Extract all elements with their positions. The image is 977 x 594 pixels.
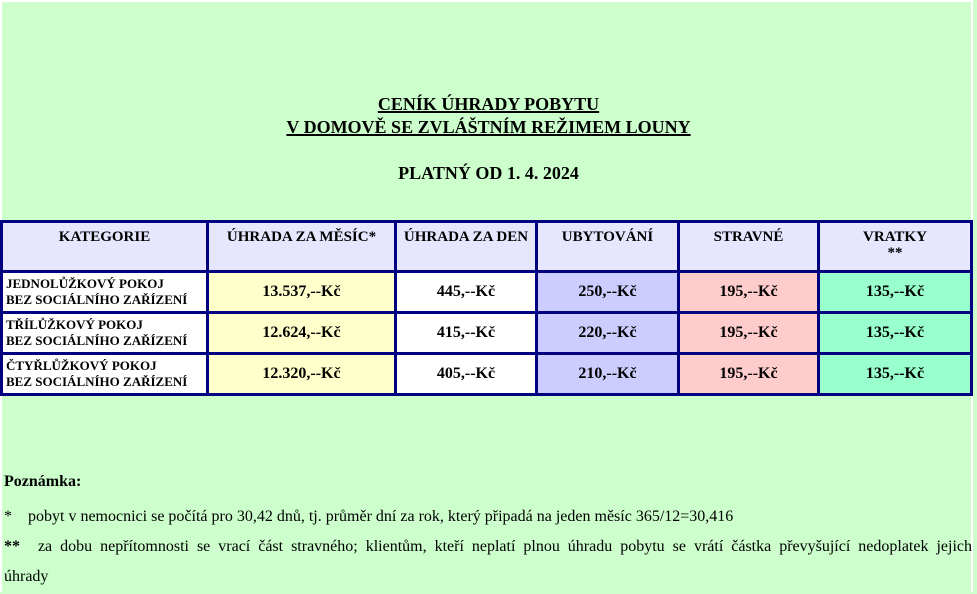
accommodation-cell: 250,--Kč [537, 272, 679, 313]
page-title-line-1: CENÍK ÚHRADY POBYTU [377, 94, 600, 114]
footnote-monthly-text: pobyt v nemocnici se počítá pro 30,42 dnů, tj. průměr dní za rok, který připadá na jeden měsíc 365/12=30,416 [28, 508, 734, 525]
footnote-monthly-mark: * [4, 508, 12, 525]
footnote-refunds [4, 532, 972, 592]
valid-from-date: PLATNÝ OD 1. 4. 2024 [398, 163, 579, 183]
column-header-food: STRAVNÉ [679, 222, 819, 272]
table-row [2, 354, 972, 395]
refund-cell: 135,--Kč [819, 354, 972, 395]
category-cell [2, 272, 208, 313]
page-title-line-2: V DOMOVĚ SE ZVLÁŠTNÍM REŽIMEM LOUNY [286, 117, 691, 137]
category-room-detail: BEZ SOCIÁLNÍHO ZAŘÍZENÍ [6, 333, 188, 348]
accommodation-cell: 210,--Kč [537, 354, 679, 395]
food-cell: 195,--Kč [679, 272, 819, 313]
accommodation-cell: 220,--Kč [537, 313, 679, 354]
column-header-daily-fee: ÚHRADA ZA DEN [396, 222, 537, 272]
food-cell: 195,--Kč [679, 313, 819, 354]
category-room-type: TŘÍLŮŽKOVÝ POKOJ [6, 317, 143, 332]
category-cell [2, 354, 208, 395]
footnote-refunds-mark: ** [4, 538, 20, 555]
column-header-monthly-fee: ÚHRADA ZA MĚSÍC* [208, 222, 396, 272]
monthly-fee-cell: 12.320,--Kč [208, 354, 396, 395]
category-cell [2, 313, 208, 354]
food-cell: 195,--Kč [679, 354, 819, 395]
monthly-fee-cell: 12.624,--Kč [208, 313, 396, 354]
table-row [2, 272, 972, 313]
category-room-detail: BEZ SOCIÁLNÍHO ZAŘÍZENÍ [6, 292, 188, 307]
column-header-category: KATEGORIE [2, 222, 208, 272]
monthly-fee-cell: 13.537,--Kč [208, 272, 396, 313]
refunds-footnote-mark: ** [887, 245, 903, 261]
daily-fee-cell: 405,--Kč [396, 354, 537, 395]
category-room-type: ČTYŘLŮŽKOVÝ POKOJ [6, 358, 157, 373]
refund-cell: 135,--Kč [819, 272, 972, 313]
column-header-accommodation: UBYTOVÁNÍ [537, 222, 679, 272]
footnote-refunds-text: za dobu nepřítomnosti se vrací část stravného; klientům, kteří neplatí plnou úhradu pobytu se vrátí částka převyšující nedoplatek jejich úhrady [4, 538, 972, 585]
daily-fee-cell: 445,--Kč [396, 272, 537, 313]
table-row [2, 313, 972, 354]
table-header-row [2, 222, 972, 272]
price-table [0, 220, 973, 396]
column-header-refunds [819, 222, 972, 272]
footnote-monthly [4, 507, 972, 527]
category-room-detail: BEZ SOCIÁLNÍHO ZAŘÍZENÍ [6, 374, 188, 389]
notes-title: Poznámka: [4, 473, 82, 490]
daily-fee-cell: 415,--Kč [396, 313, 537, 354]
refund-cell: 135,--Kč [819, 313, 972, 354]
refunds-label: VRATKY [863, 229, 927, 245]
category-room-type: JEDNOLŮŽKOVÝ POKOJ [6, 276, 164, 291]
